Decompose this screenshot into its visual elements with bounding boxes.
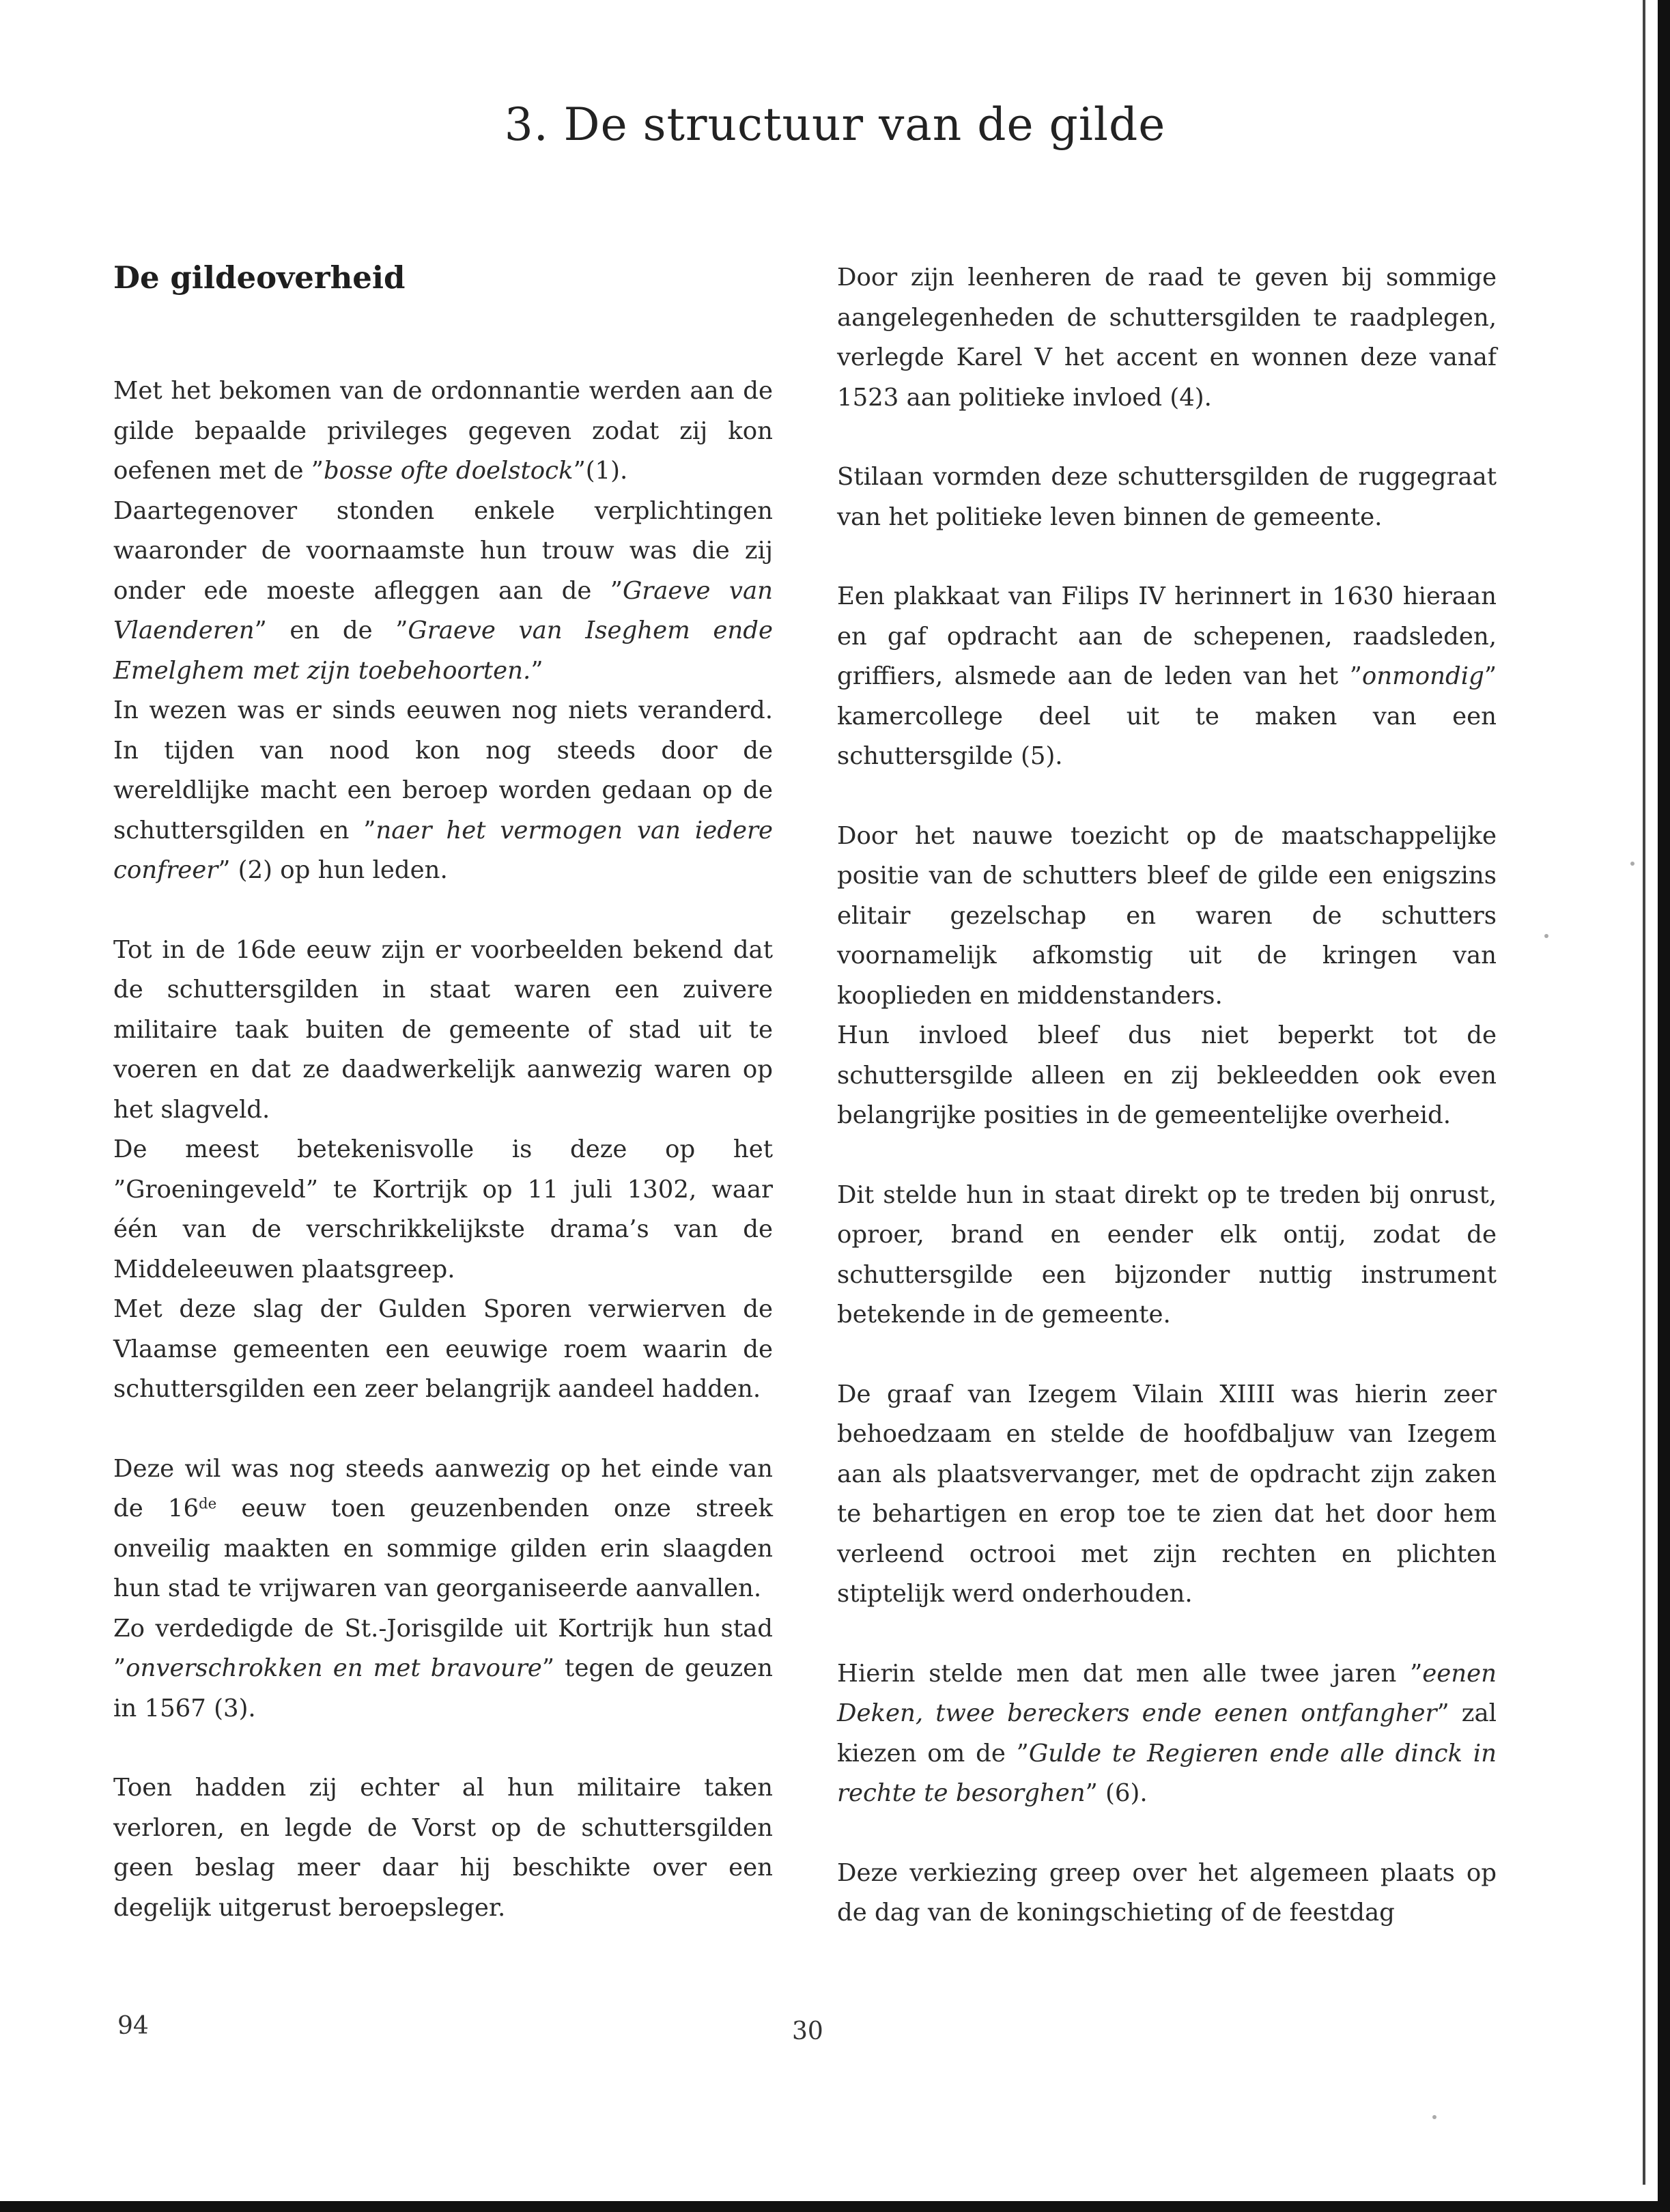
paragraph: Door het nauwe toezicht op de maatschappelijke positie van de schutters bleef de gilde een enigszins elitair gezelschap en waren de schutters voornamelijk afkomstig uit de kringen van kooplieden en middenstanders. [837, 821, 1497, 1010]
paragraph: De graaf van Izegem Vilain XIIII was hierin zeer behoedzaam en stelde de hoofdbaljuw van Izegem aan als plaatsvervanger, met de opdracht zijn zaken te behartigen en erop toe te zien dat het door hem verleend octrooi met zijn rechten en plichten stiptelijk werd onderhouden. [837, 1380, 1497, 1608]
paragraph: Met het bekomen van de ordonnantie werden aan de gilde bepaalde privileges gegeven zodat zij kon oefenen met de ”bosse ofte doelstock”(1). [113, 377, 773, 485]
right-column [837, 258, 1497, 1933]
left-column [113, 258, 773, 1928]
page-number-center: 30 [792, 2017, 823, 2045]
paragraph: De meest betekenisvolle is deze op het ”Groeningeveld” te Kortrijk op 11 juli 1302, waar één van de verschrikkelijkste drama’s van de Middeleeuwen plaatsgreep. [113, 1135, 773, 1284]
paragraph: Door zijn leenheren de raad te geven bij sommige aangelegenheden de schuttersgilden te raadplegen, verlegde Karel V het accent en wonnen deze vanaf 1523 aan politieke invloed (4). [837, 264, 1497, 412]
scan-edge-line [1643, 0, 1645, 2185]
paragraph: Met deze slag der Gulden Sporen verwierven de Vlaamse gemeenten een eeuwige roem waarin de schuttersgilden een zeer belangrijk aandeel hadden. [113, 1295, 773, 1403]
paragraph: Tot in de 16de eeuw zijn er voorbeelden bekend dat de schuttersgilden in staat waren een zuivere militaire taak buiten de gemeente of stad uit te voeren en dat ze daadwerkelijk aanwezig waren op het slagveld. [113, 935, 773, 1124]
scan-speck [1432, 2115, 1437, 2119]
scan-speck [1544, 934, 1548, 938]
paragraph: Stilaan vormden deze schuttersgilden de ruggegraat van het politieke leven binnen de gemeente. [837, 463, 1497, 531]
paragraph: Toen hadden zij echter al hun militaire taken verloren, en legde de Vorst op de schuttersgilden geen beslag meer daar hij beschikte over een degelijk uitgerust beroepsleger. [113, 1774, 773, 1922]
paragraph: Hun invloed bleef dus niet beperkt tot de schuttersgilde alleen en zij bekleedden ook even belangrijke posities in de gemeentelijke overheid. [837, 1021, 1497, 1129]
paragraph: Deze verkiezing greep over het algemeen plaats op de dag van de koningschieting of de feestdag [837, 1858, 1497, 1927]
scan-edge-right [1658, 0, 1670, 2212]
scan-edge-bottom [0, 2201, 1670, 2212]
paragraph: Zo verdedigde de St.-Jorisgilde uit Kortrijk hun stad ”onverschrokken en met bravoure” tegen de geuzen in 1567 (3). [113, 1614, 774, 1722]
page-number-left: 94 [117, 2012, 149, 2040]
section-heading: De gildeoverheid [113, 259, 406, 296]
paragraph: Daartegenover stonden enkele verplichtingen waaronder de voornaamste hun trouw was die zij onder ede moeste afleggen aan de ”Graeve van Vlaenderen” en de ”Graeve van Iseghem ende Emelghem met zijn toebehoorten.” [113, 496, 773, 685]
paragraph: Een plakkaat van Filips IV herinnert in 1630 hieraan en gaf opdracht aan de schepenen, raadsleden, griffiers, alsmede aan de leden van het ”onmondig” kamercollege deel uit te maken van een schuttersgilde (5). [837, 582, 1497, 770]
page-title: 3. De structuur van de gilde [504, 98, 1166, 151]
paragraph: Deze wil was nog steeds aanwezig op het einde van de 16de eeuw toen geuzenbenden onze streek onveilig maakten en sommige gilden erin slaagden hun stad te vrijwaren van georganiseerde aanvallen. [113, 1454, 774, 1602]
paragraph: Hierin stelde men dat men alle twee jaren ”eenen Deken, twee bereckers ende eenen ontfangher” zal kiezen om de ”Gulde te Regieren ende alle dinck in rechte te besorghen” (6). [837, 1659, 1497, 1807]
paragraph: In wezen was er sinds eeuwen nog niets veranderd. In tijden van nood kon nog steeds door de wereldlijke macht een beroep worden gedaan op de schuttersgilden en ”naer het vermogen van iedere confreer” (2) op hun leden. [113, 696, 773, 884]
paragraph: Dit stelde hun in staat direkt op te treden bij onrust, oproer, brand en eender elk ontij, zodat de schuttersgilde een bijzonder nuttig instrument betekende in de gemeente. [837, 1180, 1497, 1329]
scan-speck [1630, 862, 1634, 866]
